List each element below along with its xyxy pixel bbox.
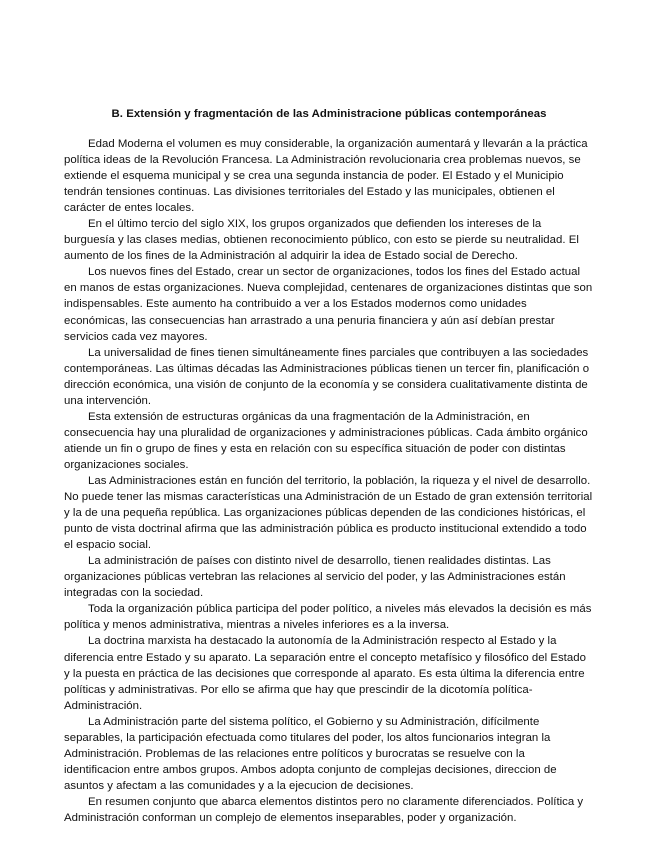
paragraph-universalidad: La universalidad de fines tienen simultáneamente fines parciales que contribuyen a las sociedades contemporáneas. Las últimas décadas las Administraciones públicas tienen un tercer fin, planificación o dirección económica, una visión de conjunto de la economía y se considera cualitativamente distinta de una intervención. bbox=[64, 346, 590, 407]
paragraph-nuevos-fines: Los nuevos fines del Estado, crear un sector de organizaciones, todos los fines del Estado actual en manos de estas organizaciones. Nueva complejidad, centenares de organizaciones distintas que son indispensables. Este aumento ha contribuido a ver a los Estados modernos como unidades económicas, las consecuencias han arrastrado a una penuria financiera y aún así debían prestar servicios cada vez mayores. bbox=[64, 266, 593, 343]
paragraph-edad-moderna: Edad Moderna el volumen es muy considerable, la organización aumentará y llevarán a la práctica política ideas de la Revolución Francesa. La Administración revolucionaria crea problemas nuevos, se extiende el esquema municipal y se crea una segunda instancia de poder. El Estado y el Municipio tendrán tensiones continuas. Las divisiones territoriales del Estado y las municipales, obtienen el carácter de entes locales. bbox=[64, 138, 588, 215]
paragraph-extension: Esta extensión de estructuras orgánicas da una fragmentación de la Administración, en consecuencia hay una pluralidad de organizaciones y administraciones públicas. Cada ámbito orgánico atiende un fin o grupo de fines y esta en relación con su específica situación de poder con distintas organizaciones sociales. bbox=[64, 410, 588, 471]
paragraph-doctrina-marxista: La doctrina marxista ha destacado la autonomía de la Administración respecto al Estado y la diferencia entre Estado y su aparato. La separación entre el concepto metafísico y filosófico del Estado y la puesta en práctica de las decisiones que corresponde al aparato. Es esta última la diferencia entre políticas y administrativas. Por ello se afirma que hay que prescindir de la dicotomía política-Administración. bbox=[64, 635, 586, 712]
paragraph-siglo-xix: En el último tercio del siglo XIX, los grupos organizados que defienden los intereses de la burguesía y las clases medias, obtienen reconocimiento público, con esto se pierde su neutralidad. El aumento de los fines de la Administración al adquirir la idea de Estado social de Derecho. bbox=[64, 218, 579, 263]
paragraph-resumen: En resumen conjunto que abarca elementos distintos pero no claramente diferenciados. Política y Administración conforman un complejo de elementos inseparables, poder y organización. bbox=[64, 795, 584, 824]
paragraph-desarrollo: La administración de países con distinto nivel de desarrollo, tienen realidades distintas. Las organizaciones públicas vertebran las relaciones al servicio del poder, y las Administraciones están integradas con la sociedad. bbox=[64, 555, 566, 600]
paragraph-territorio: Las Administraciones están en función del territorio, la población, la riqueza y el nivel de desarrollo. No puede tener las mismas características una Administración de un Estado de gran extensión territorial y la de una pequeña república. Las organizaciones públicas dependen de las condiciones históricas, el punto de vista doctrinal afirma que las administración pública es producto institucional extendido a todo el espacio social. bbox=[64, 474, 593, 552]
section-title: B. Extensión y fragmentación de las Administracione públicas contemporáneas bbox=[111, 108, 547, 120]
paragraph-poder-politico: Toda la organización pública participa del poder político, a niveles más elevados la decisión es más política y menos administrativa, mientras a niveles inferiores es a la inversa. bbox=[64, 603, 592, 632]
paragraph-sistema-politico: La Administración parte del sistema político, el Gobierno y su Administración, difícilmente separables, la participación efectuada como titulares del poder, los altos funcionarios integran la Administración. Problemas de las relaciones entre políticos y burocratas se resuelve con la identificacion entre ambos grupos. Ambos adopta conjunto de complejas decisiones, direccion de asuntos y afectam a las comunidades y a la ejecucion de decisiones. bbox=[64, 715, 557, 792]
document-page bbox=[64, 108, 594, 826]
